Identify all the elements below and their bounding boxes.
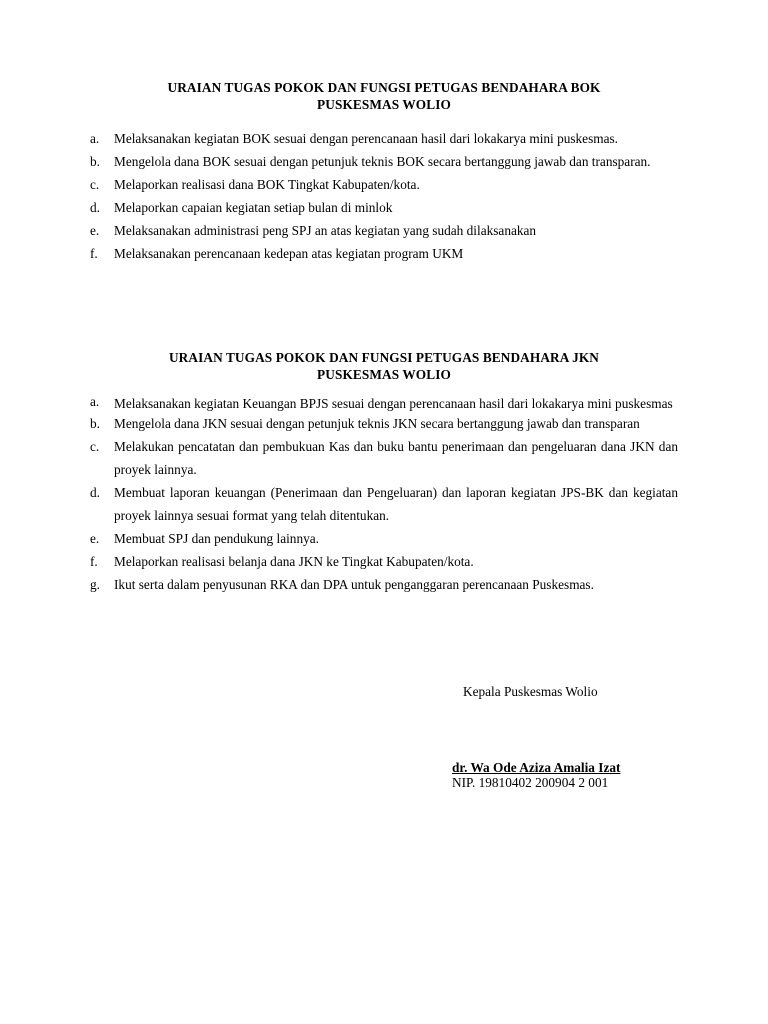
list-item-text: Melaksanakan kegiatan Keuangan BPJS sesuai dengan perencanaan hasil dari lokakarya mini puskesmas: [114, 396, 673, 411]
list-item-text: Melaksanakan administrasi peng SPJ an atas kegiatan yang sudah dilaksanakan: [114, 223, 537, 238]
list-item-text: Membuat SPJ dan pendukung lainnya.: [114, 531, 319, 546]
list-marker: f.: [90, 554, 98, 569]
list-marker: b.: [90, 154, 100, 169]
list-item-text: Melakukan pencatatan dan pembukuan Kas dan buku bantu penerimaan dan pengeluaran dana JKN dan proyek lainnya.: [114, 439, 678, 477]
list-marker: b.: [90, 416, 100, 431]
list-item-text: Melaksanakan kegiatan BOK sesuai dengan perencanaan hasil dari lokakarya mini puskesmas.: [114, 131, 619, 146]
list-item: [90, 196, 678, 219]
list-item: [90, 396, 678, 412]
signature-nip: NIP. 19810402 200904 2 001: [452, 775, 609, 790]
list-marker: a.: [90, 394, 100, 409]
list-item: [90, 173, 678, 196]
bok-duties-list: [90, 127, 678, 265]
list-item: [90, 242, 678, 265]
list-item-text: Ikut serta dalam penyusunan RKA dan DPA untuk penganggaran perencanaan Puskesmas.: [114, 577, 594, 592]
list-item-text: Mengelola dana BOK sesuai dengan petunjuk teknis BOK secara bertanggung jawab dan transparan.: [114, 154, 651, 169]
list-item-text: Melaporkan capaian kegiatan setiap bulan di minlok: [114, 200, 393, 215]
signature-name: dr. Wa Ode Aziza Amalia Izat: [452, 760, 621, 775]
section-bok-title-line2: PUSKESMAS WOLIO: [317, 97, 451, 112]
list-item: [90, 435, 678, 481]
list-marker: c.: [90, 177, 100, 192]
list-marker: g.: [90, 577, 100, 592]
list-item: [90, 150, 678, 173]
list-marker: a.: [90, 131, 100, 146]
list-marker: d.: [90, 200, 100, 215]
section-jkn-title: [90, 349, 678, 383]
list-item: [90, 412, 678, 435]
list-marker: e.: [90, 531, 100, 546]
section-jkn-title-line1: URAIAN TUGAS POKOK DAN FUNGSI PETUGAS BENDAHARA JKN: [168, 350, 600, 365]
list-item: [90, 550, 678, 573]
list-item-text: Membuat laporan keuangan (Penerimaan dan Pengeluaran) dan laporan kegiatan JPS-BK dan kegiatan proyek lainnya sesuai format yang telah ditentukan.: [114, 485, 678, 523]
list-item: [90, 481, 678, 527]
list-item-text: Mengelola dana JKN sesuai dengan petunjuk teknis JKN secara bertanggung jawab dan transparan: [114, 416, 640, 431]
section-bok-title-line1: URAIAN TUGAS POKOK DAN FUNGSI PETUGAS BENDAHARA BOK: [167, 80, 601, 95]
list-item-text: Melaporkan realisasi belanja dana JKN ke Tingkat Kabupaten/kota.: [114, 554, 474, 569]
list-item-text: Melaporkan realisasi dana BOK Tingkat Kabupaten/kota.: [114, 177, 420, 192]
list-item: [90, 127, 678, 150]
list-marker: e.: [90, 223, 100, 238]
list-item: [90, 219, 678, 242]
section-bok-title: [90, 79, 678, 113]
list-marker: c.: [90, 439, 100, 454]
list-item: [90, 573, 678, 596]
list-item: [90, 527, 678, 550]
jkn-duties-list: [90, 396, 678, 596]
list-marker: d.: [90, 485, 100, 500]
list-item-text: Melaksanakan perencanaan kedepan atas kegiatan program UKM: [114, 246, 464, 261]
signature-title: Kepala Puskesmas Wolio: [463, 684, 598, 699]
list-marker: f.: [90, 246, 98, 261]
section-jkn-title-line2: PUSKESMAS WOLIO: [317, 367, 451, 382]
